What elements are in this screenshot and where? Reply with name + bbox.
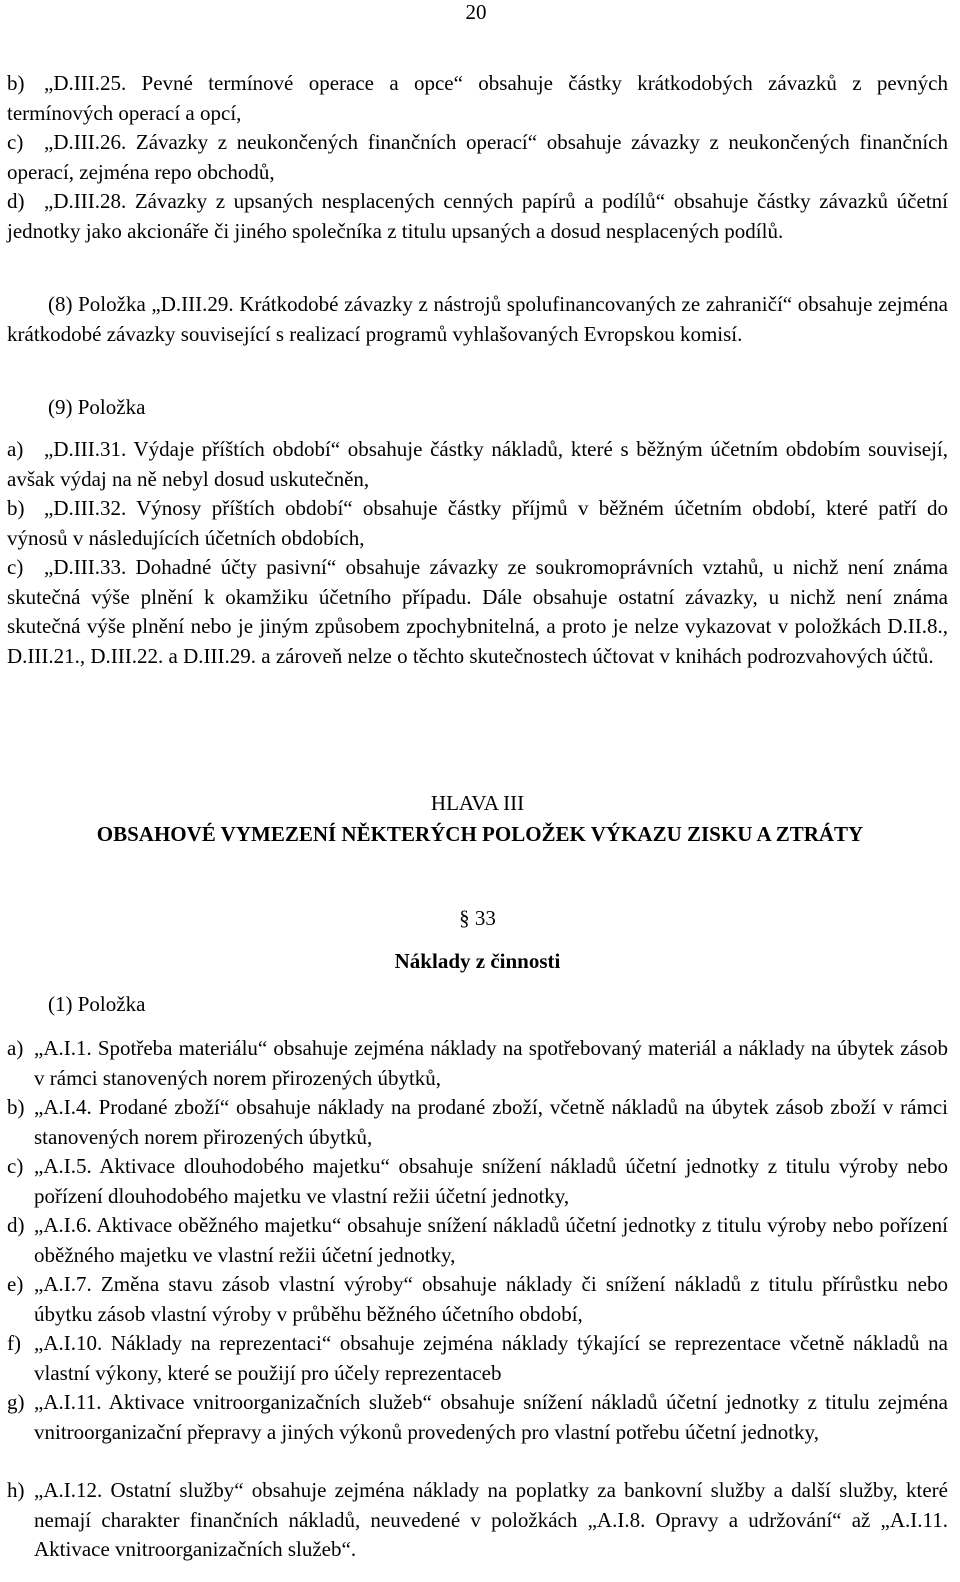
list-item [7,128,948,187]
list-item [7,1211,948,1270]
list-marker: h) [7,1478,25,1502]
list-marker: f) [7,1331,21,1355]
list-marker: b) [7,496,25,520]
list-item [7,69,948,128]
list-marker: d) [7,1213,25,1237]
list-item [7,1093,948,1152]
page-number: 20 [465,0,487,24]
list-item [7,1152,948,1211]
list-marker: c) [7,1154,24,1178]
polozka-9-label: (9) Položka [48,395,146,419]
list-item [7,1388,948,1447]
chapter-title: OBSAHOVÉ VYMEZENÍ NĚKTERÝCH POLOŽEK VÝKAZU ZISKU A ZTRÁTY [96,822,864,846]
list-item-text: „A.I.12. Ostatní služby“ obsahuje zejména náklady na poplatky za bankovní služby a další služby, které nemají charakter finančních nákladů, neuvedené v položkách „A.I.8. Opravy a udržování“ až „A.I.11. Aktivace vnitroorganizačních služeb“. [34,1478,948,1561]
list-marker: b) [7,71,25,95]
paragraph-polozka-8: (8) Položka „D.III.29. Krátkodobé závazky z nástrojů spolufinancovaných ze zahraničí“ obsahuje zejména krátkodobé závazky související s realizací programů vyhlašovaných Evropskou komisí. [7,292,948,346]
list-item [7,1034,948,1093]
list-item-text: „A.I.10. Náklady na reprezentaci“ obsahuje zejména náklady týkající se reprezentace včetně nákladů na vlastní výkony, které se použijí pro účely reprezentaceb [34,1331,948,1385]
list-marker: a) [7,1036,24,1060]
list-item [7,1270,948,1329]
list-marker: c) [7,555,24,579]
list-item-text: „D.III.25. Pevné termínové operace a opce“ obsahuje částky krátkodobých závazků z pevných termínových operací a opcí, [7,71,948,125]
list-item [7,553,948,671]
list-item-text: „A.I.7. Změna stavu zásob vlastní výroby“ obsahuje náklady či snížení nákladů z titulu přírůstku nebo úbytku zásob vlastní výroby v průběhu běžného účetního období, [34,1272,948,1326]
list-item [7,435,948,494]
list-item-text: „D.III.33. Dohadné účty pasivní“ obsahuje závazky ze soukromoprávních vztahů, u nichž není známa skutečná výše plnění k okamžiku účetního případu. Dále obsahuje ostatní závazky, u nichž není známa skutečná výše plnění nebo je jiným způsobem zpochybnitelná, a proto je nelze vykazovat v položkách D.II.8., D.III.21., D.III.22. a D.III.29. a zároveň nelze o těchto skutečnostech účtovat v knihách podrozvahových účtů. [7,555,948,668]
list-item-text: „D.III.31. Výdaje příštích období“ obsahuje částky nákladů, které s běžným účetním obdobím souvisejí, avšak výdaj na ně nebyl dosud uskutečněn, [7,437,948,491]
list-item-text: „D.III.26. Závazky z neukončených finančních operací“ obsahuje závazky z neukončených finančních operací, zejména repo obchodů, [7,130,948,184]
list-item [7,494,948,553]
list-marker: g) [7,1390,25,1414]
chapter-heading: HLAVA III [430,791,525,815]
paragraph-title: Náklady z činnosti [394,949,561,973]
list-marker: d) [7,189,25,213]
list-item-text: „A.I.11. Aktivace vnitroorganizačních služeb“ obsahuje snížení nákladů účetní jednotky z titulu zejména vnitroorganizační přepravy a jiných výkonů provedených pro vlastní potřebu účetní jednotky, [34,1390,948,1444]
list-marker: b) [7,1095,25,1119]
list-marker: a) [7,437,24,461]
list-item [7,1329,948,1388]
list-item-text: „A.I.6. Aktivace oběžného majetku“ obsahuje snížení nákladů účetní jednotky z titulu výroby nebo pořízení oběžného majetku ve vlastní režii účetní jednotky, [34,1213,948,1267]
list-item [7,1476,948,1565]
list-item [7,187,948,246]
list-item-text: „A.I.4. Prodané zboží“ obsahuje náklady na prodané zboží, včetně nákladů na úbytek zásob zboží v rámci stanovených norem přirozených úbytků, [34,1095,948,1149]
list-item-text: „A.I.5. Aktivace dlouhodobého majetku“ obsahuje snížení nákladů účetní jednotky z titulu výroby nebo pořízení dlouhodobého majetku ve vlastní režii účetní jednotky, [34,1154,948,1208]
list-item-text: „D.III.28. Závazky z upsaných nesplacených cenných papírů a podílů“ obsahuje částky závazků účetní jednotky jako akcionáře či jiného společníka z titulu upsaných a dosud nesplacených podílů. [7,189,948,243]
list-item-text: „A.I.1. Spotřeba materiálu“ obsahuje zejména náklady na spotřebovaný materiál a náklady na úbytek zásob v rámci stanovených norem přirozených úbytků, [34,1036,948,1090]
paragraph-number: § 33 [459,906,496,930]
polozka-1-label: (1) Položka [48,992,146,1016]
list-marker: e) [7,1272,24,1296]
list-item-text: „D.III.32. Výnosy příštích období“ obsahuje částky příjmů v běžném účetním období, které patří do výnosů v následujících účetních obdobích, [7,496,948,550]
list-marker: c) [7,130,24,154]
